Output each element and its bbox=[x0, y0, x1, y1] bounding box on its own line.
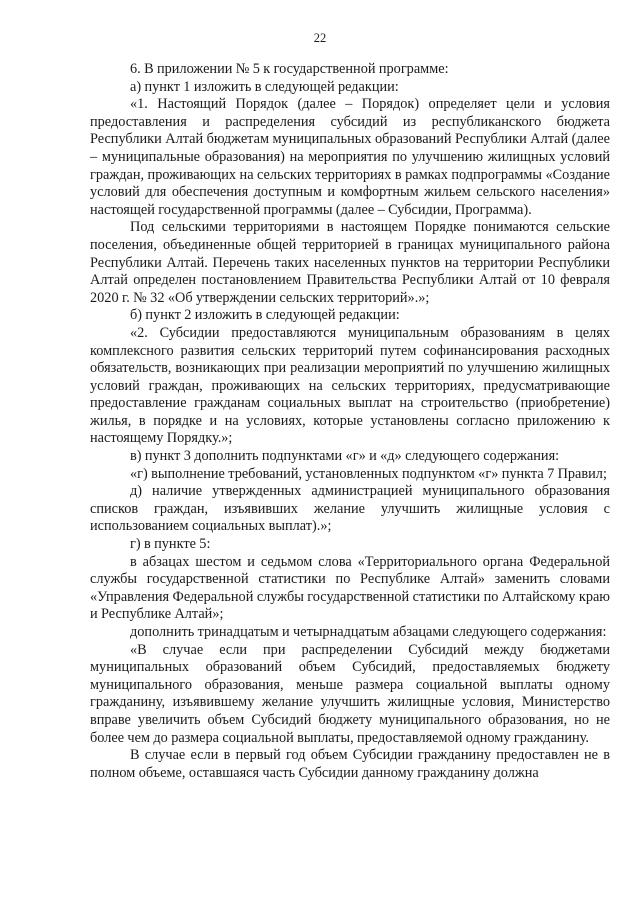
paragraph: б) пункт 2 изложить в следующей редакции: bbox=[130, 307, 400, 324]
paragraph: д) наличие утвержденных администрацией муниципального образования списков граждан, изъявивших желание улучшить жилищные условия с использованием социальных выплат).»; bbox=[90, 483, 610, 535]
paragraph: «В случае если при распределении Субсидий между бюджетами муниципальных образований объем Субсидий, предоставляемых бюджету муниципального образования, меньше размера социальной выплаты одному гражданину, изъявившему желание улучшить жилищные условия, Министерство вправе увеличить объем Субсидий бюджету муниципального образования, но не более чем до размера социальной выплаты, предоставляемой одному гражданину. bbox=[90, 641, 610, 746]
paragraph: 6. В приложении № 5 к государственной программе: bbox=[130, 61, 449, 77]
paragraph: г) в пункте 5: bbox=[130, 536, 211, 553]
paragraph: в абзацах шестом и седьмом слова «Территориального органа Федеральной службы государственной статистики по Республике Алтай» заменить словами «Управления Федеральной службы государственной статистики по Алтайскому краю и Республике Алтай»; bbox=[90, 553, 610, 623]
paragraph: в) пункт 3 дополнить подпунктами «г» и «д» следующего содержания: bbox=[130, 448, 560, 465]
paragraph: «2. Субсидии предоставляются муниципальным образованиям в целях комплексного развития сельских территорий путем софинансирования расходных обязательств, возникающих при реализации мероприятий по улучшению жилищных условий граждан, проживающих на сельских территориях, предусматривающие предоставление гражданам социальных выплат на строительство (приобретение) жилья, в порядке и на условиях, которые установлены согласно приложению к настоящему Порядку.»; bbox=[90, 324, 610, 447]
paragraph: Под сельскими территориями в настоящем Порядке понимаются сельские поселения, объединенные общей территорией в границах муниципального района Республики Алтай. Перечень таких населенных пунктов на территории Республики Алтай определен постановлением Правительства Республики Алтай от 10 февраля 2020 г. № 32 «Об утверждении сельских территорий».»; bbox=[90, 219, 610, 306]
paragraph: а) пункт 1 изложить в следующей редакции: bbox=[130, 78, 399, 95]
paragraph: В случае если в первый год объем Субсидии гражданину предоставлен не в полном объеме, оставшаяся часть Субсидии данному гражданину должна bbox=[90, 747, 610, 781]
page-number: 22 bbox=[313, 31, 327, 45]
paragraph: «г) выполнение требований, установленных подпунктом «г» пункта 7 Правил; bbox=[130, 465, 607, 482]
paragraph: «1. Настоящий Порядок (далее – Порядок) определяет цели и условия предоставления и распределения субсидий из республиканского бюджета Республики Алтай бюджетам муниципальных образований Республики Алтай (далее – муниципальные образования) на мероприятия по улучшению жилищных условий граждан, проживающих на сельских территориях в рамках подпрограммы «Создание условий для обеспечения доступным и комфортным жильем сельского населения» настоящей государственной программы (далее – Субсидии, Программа). bbox=[90, 96, 610, 218]
document-body bbox=[90, 61, 610, 782]
paragraph: дополнить тринадцатым и четырнадцатым абзацами следующего содержания: bbox=[130, 624, 607, 640]
